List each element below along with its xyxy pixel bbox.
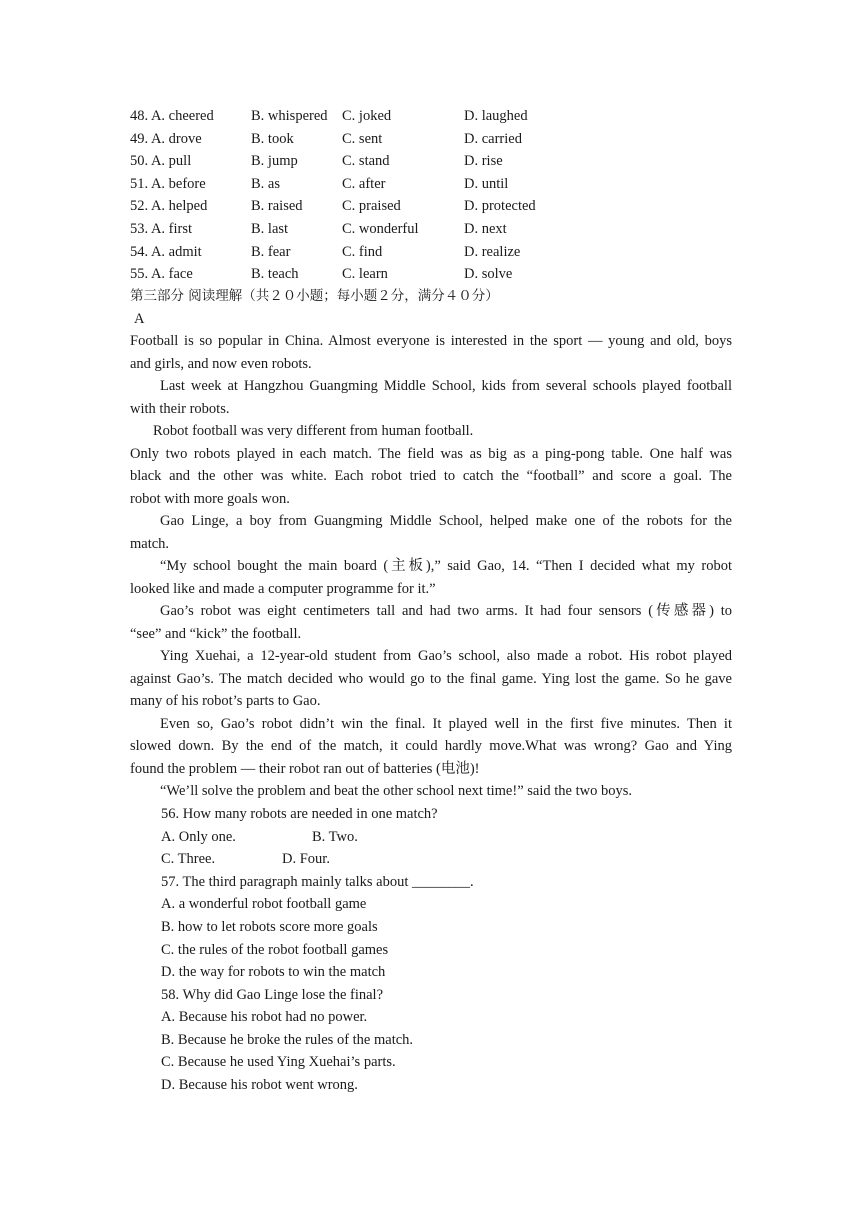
- reading-section: [130, 285, 732, 803]
- passage-line: “see” and “kick” the football.: [130, 625, 302, 642]
- option-a: 49. A. drove: [130, 130, 202, 147]
- option-d: D. solve: [464, 266, 513, 283]
- passage-line: Robot football was very different from human football.: [153, 423, 474, 439]
- passage-line: looked like and made a computer programme for it.”: [130, 580, 436, 597]
- option-b: B. last: [251, 220, 289, 237]
- option-a: 53. A. first: [130, 220, 193, 237]
- answer-choice: C. Because he used Ying Xuehai’s parts.: [161, 1054, 396, 1070]
- passage-line: Football is so popular in China. Almost everyone is interested in the sport — young and old, boys: [130, 333, 732, 349]
- passage-line: with their robots.: [130, 400, 230, 417]
- passage-line: and girls, and now even robots.: [130, 355, 312, 372]
- passage-line: Gao’s robot was eight centimeters tall and had two arms. It had four sensors (传感器) to: [160, 603, 732, 619]
- option-d: D. carried: [464, 130, 522, 147]
- option-a: 51. A. before: [130, 175, 206, 192]
- option-d: D. rise: [464, 153, 503, 170]
- option-d: D. next: [464, 220, 507, 237]
- option-a: 54. A. admit: [130, 243, 202, 260]
- option-c: C. after: [342, 175, 386, 192]
- section-header: 第三部分 阅读理解（共２０小题；每小题２分，满分４０分）: [130, 288, 499, 304]
- question-stem: 57. The third paragraph mainly talks about ________.: [161, 874, 474, 890]
- passage-line: robot with more goals won.: [130, 490, 290, 507]
- passage-line: “My school bought the main board (主板),” said Gao, 14. “Then I decided what my robot: [160, 558, 732, 574]
- option-b: B. fear: [251, 243, 291, 260]
- option-a: 55. A. face: [130, 266, 193, 283]
- answer-choice: B. Because he broke the rules of the match.: [161, 1032, 414, 1048]
- answer-choice: A. a wonderful robot football game: [161, 896, 367, 912]
- answer-choice: D. Because his robot went wrong.: [161, 1077, 358, 1093]
- question-stem: 58. Why did Gao Linge lose the final?: [161, 987, 384, 1003]
- option-d: D. laughed: [464, 108, 528, 124]
- answer-choice: C. Three.: [161, 851, 216, 867]
- answer-choice: A. Only one.: [161, 829, 236, 845]
- option-d: D. realize: [464, 243, 521, 260]
- option-c: C. sent: [342, 130, 383, 147]
- passage-line: slowed down. By the end of the match, it could hardly move.What was wrong? Gao and Ying: [130, 738, 732, 754]
- option-b: B. whispered: [251, 108, 328, 124]
- option-d: D. until: [464, 175, 509, 192]
- option-b: B. took: [251, 130, 294, 147]
- passage-line: Only two robots played in each match. The field was as big as a ping-pong table. One half was: [130, 445, 732, 462]
- option-c: C. stand: [342, 153, 390, 170]
- passage-line: black and the other was white. Each robot tried to catch the “football” and score a goal. The: [130, 468, 732, 484]
- passage-line: Last week at Hangzhou Guangming Middle School, kids from several schools played football: [160, 378, 732, 394]
- passage-line: against Gao’s. The match decided who would go to the final game. Ying lost the game. So he gave: [130, 670, 732, 687]
- option-c: C. find: [342, 243, 383, 260]
- option-b: B. teach: [251, 266, 299, 283]
- passage-line: Even so, Gao’s robot didn’t win the final. It played well in the first five minutes. Then it: [160, 715, 732, 732]
- option-a: 50. A. pull: [130, 153, 192, 170]
- passage-line: many of his robot’s parts to Gao.: [130, 693, 321, 709]
- answer-choice: B. how to let robots score more goals: [161, 919, 378, 935]
- passage-line: “We’ll solve the problem and beat the other school next time!” said the two boys.: [160, 783, 632, 799]
- passage-line: Ying Xuehai, a 12-year-old student from Gao’s school, also made a robot. His robot played: [160, 648, 732, 664]
- option-c: C. learn: [342, 266, 388, 283]
- passage-line: found the problem — their robot ran out of batteries (电池)!: [130, 760, 480, 777]
- question-stem: 56. How many robots are needed in one match?: [161, 806, 438, 822]
- option-c: C. praised: [342, 198, 401, 215]
- option-a: 52. A. helped: [130, 198, 208, 215]
- answer-choice: A. Because his robot had no power.: [161, 1009, 368, 1025]
- option-a: 48. A. cheered: [130, 108, 214, 124]
- passage-line: Gao Linge, a boy from Guangming Middle School, helped make one of the robots for the: [160, 513, 732, 529]
- answer-choice: D. Four.: [282, 851, 330, 867]
- option-b: B. jump: [251, 153, 298, 170]
- option-d: D. protected: [464, 198, 536, 215]
- answer-choice: B. Two.: [312, 829, 358, 845]
- option-c: C. joked: [342, 108, 392, 124]
- option-b: B. as: [251, 175, 280, 192]
- answer-choice: D. the way for robots to win the match: [161, 964, 386, 980]
- option-c: C. wonderful: [342, 220, 419, 237]
- passage-label: A: [134, 310, 145, 327]
- option-b: B. raised: [251, 198, 303, 215]
- passage-line: match.: [130, 535, 170, 552]
- answer-choice: C. the rules of the robot football games: [161, 942, 389, 958]
